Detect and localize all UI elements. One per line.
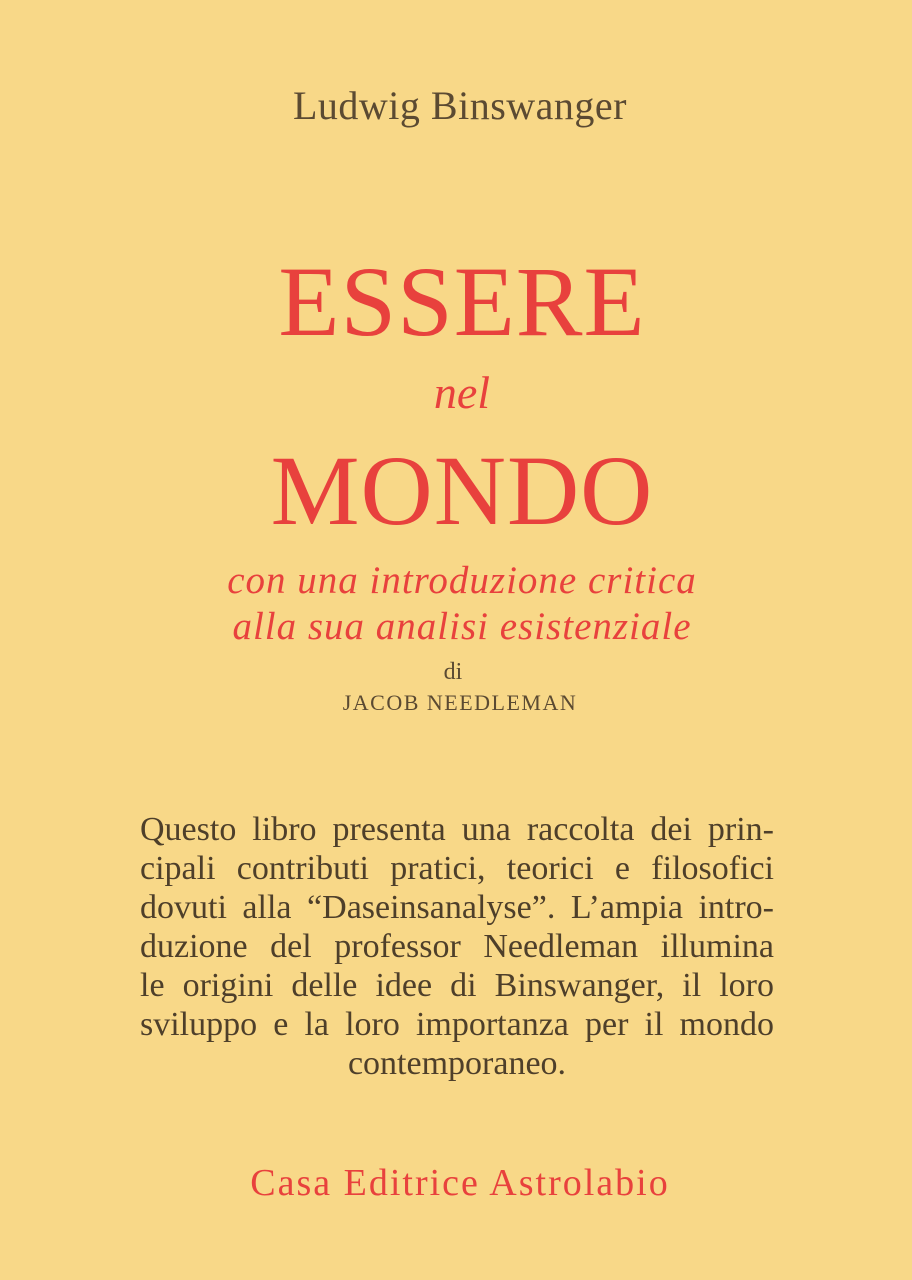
introduction-author: JACOB NEEDLEMAN (342, 690, 578, 715)
blurb-line: le origini delle idee di Binswanger, il loro (140, 967, 774, 1004)
blurb-line: duzione del professor Needleman illumina (140, 928, 774, 965)
subtitle-line-2: alla sua analisi esistenziale (232, 605, 692, 648)
title-line-mondo: MONDO (270, 435, 654, 546)
blurb-line: Questo libro presenta una raccolta dei prin- (140, 811, 774, 848)
title-line-nel: nel (433, 367, 491, 418)
subtitle-line-1: con una introduzione critica (227, 559, 697, 602)
blurb-line: cipali contributi pratici, teorici e filosofici (140, 850, 774, 887)
blurb-line: sviluppo e la loro importanza per il mondo (140, 1006, 774, 1043)
blurb-line: contemporaneo. (347, 1045, 567, 1082)
title-line-essere: ESSERE (278, 246, 646, 357)
by-label: di (443, 659, 463, 685)
blurb-line: dovuti alla “Daseinsanalyse”. L’ampia intro- (140, 889, 774, 926)
cover-blurb (140, 810, 774, 1083)
author-name: Ludwig Binswanger (292, 83, 627, 128)
publisher-name: Casa Editrice Astrolabio (250, 1162, 670, 1204)
